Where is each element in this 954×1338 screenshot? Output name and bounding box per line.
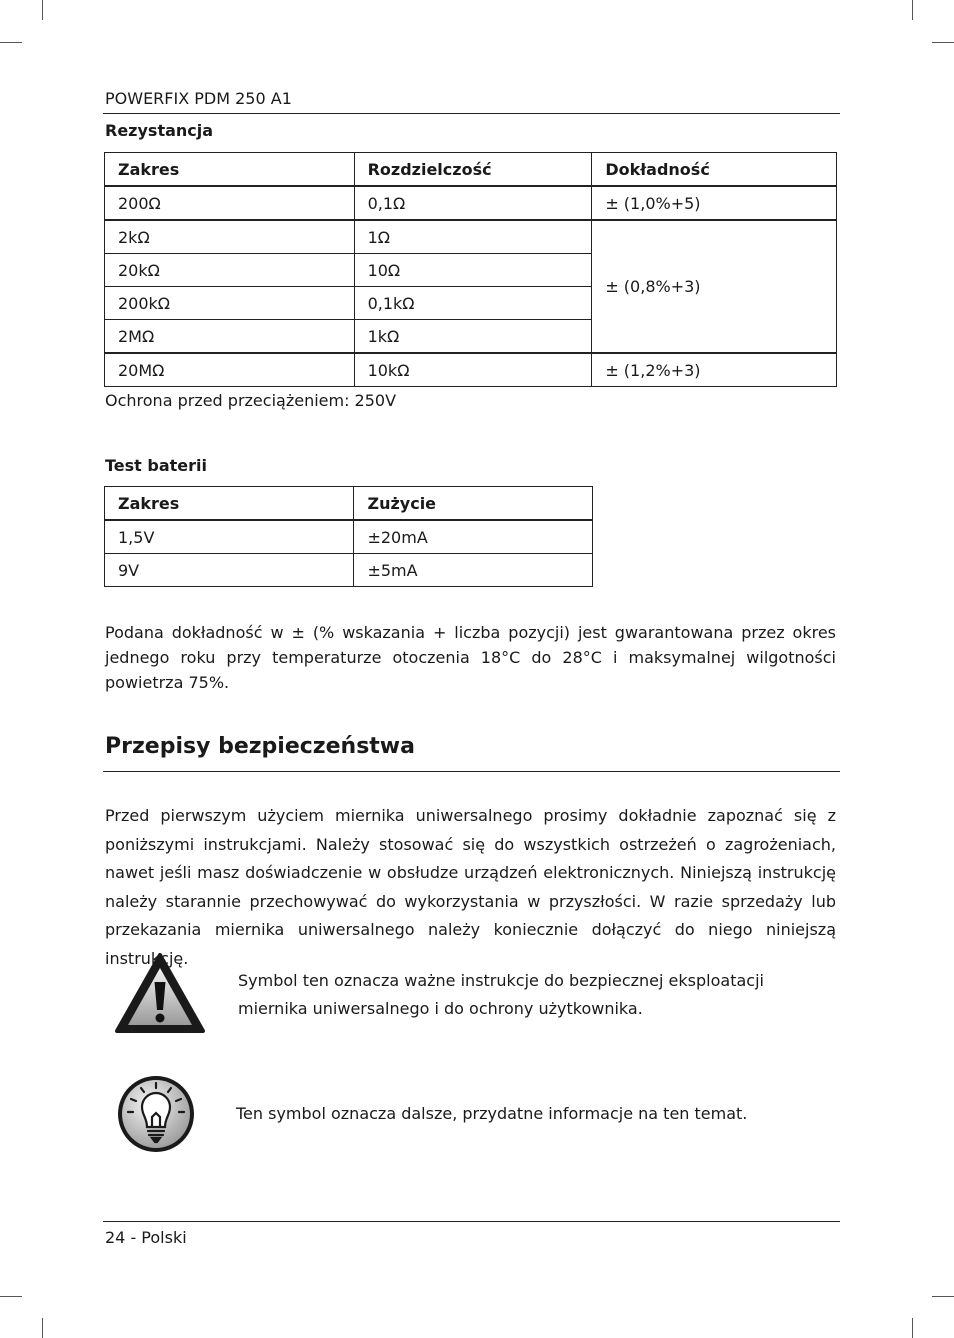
crop-mark [912,1318,913,1338]
resistance-title: Rezystancja [105,121,214,140]
range-cell: 1,5V [105,520,354,554]
table-row [105,520,593,554]
safety-intro: Przed pierwszym użyciem miernika uniwersalnego prosimy dokładnie zapoznać się z poniższymi instrukcjami. Należy stosować się do wszystkich ostrzeżeń o zagrożeniach, nawet jeśli masz doświadczenie w obsłudze urządzeń elektronicznych. Niniejszą instrukcję należy starannie przechowywać do wykorzystania w przyszłości. W razie sprzedaży lub przekazania miernika uniwersalnego należy koniecznie dołączyć do niego niniejszą instrukcję. [105,806,836,968]
range-cell: 2MΩ [105,320,355,354]
range-cell: 20MΩ [105,353,355,387]
range-cell: 2kΩ [105,220,355,254]
page-header-title: POWERFIX PDM 250 A1 [105,89,292,108]
accuracy-cell: ± (1,2%+3) [592,353,837,387]
consumption-cell: ±5mA [354,554,593,587]
range-cell: 9V [105,554,354,587]
footer-rule [103,1221,840,1222]
accuracy-note: Podana dokładność w ± (% wskazania + liczba pozycji) jest gwarantowana przez okres jednego roku przy temperaturze otoczenia 18°C do 28°C i maksymalnej wilgotności powietrza 75%. [105,623,836,692]
column-header-range: Zakres [105,153,355,187]
info-description: Ten symbol oznacza dalsze, przydatne informacje na ten temat. [236,1104,748,1123]
page-footer: 24 - Polski [105,1228,187,1247]
accuracy-cell: ± (1,0%+5) [592,186,837,220]
range-cell: 200Ω [105,186,355,220]
warning-triangle-icon [114,952,206,1034]
crop-mark [42,0,43,20]
consumption-cell: ±20mA [354,520,593,554]
accuracy-cell: ± (0,8%+3) [592,220,837,353]
table-row [105,220,837,254]
resolution-cell: 1Ω [354,220,592,254]
table-row [105,554,593,587]
crop-mark [0,1296,22,1297]
table-row [105,353,837,387]
crop-mark [912,0,913,20]
heading-rule [103,771,840,772]
column-header-consumption: Zużycie [354,487,593,521]
table-header-row [105,153,837,187]
resolution-cell: 10kΩ [354,353,592,387]
overload-note: Ochrona przed przeciążeniem: 250V [105,391,397,410]
warning-description: Symbol ten oznacza ważne instrukcje do bezpiecznej eksploatacji miernika uniwersalnego i do ochrony użytkownika. [238,971,764,1018]
crop-mark [932,1296,954,1297]
column-header-resolution: Rozdzielczość [354,153,592,187]
column-header-range: Zakres [105,487,354,521]
resolution-cell: 10Ω [354,254,592,287]
lightbulb-icon [116,1074,196,1154]
range-cell: 200kΩ [105,287,355,320]
crop-mark [0,42,22,43]
resolution-cell: 0,1Ω [354,186,592,220]
table-row [105,186,837,220]
resistance-table [104,152,837,387]
section-heading: Przepisy bezpieczeństwa [105,734,415,759]
battery-title: Test baterii [105,456,207,475]
column-header-accuracy: Dokładność [592,153,837,187]
header-rule [103,113,840,114]
crop-mark [932,42,954,43]
resolution-cell: 1kΩ [354,320,592,354]
range-cell: 20kΩ [105,254,355,287]
battery-table [104,486,593,587]
table-header-row [105,487,593,521]
crop-mark [42,1318,43,1338]
resolution-cell: 0,1kΩ [354,287,592,320]
